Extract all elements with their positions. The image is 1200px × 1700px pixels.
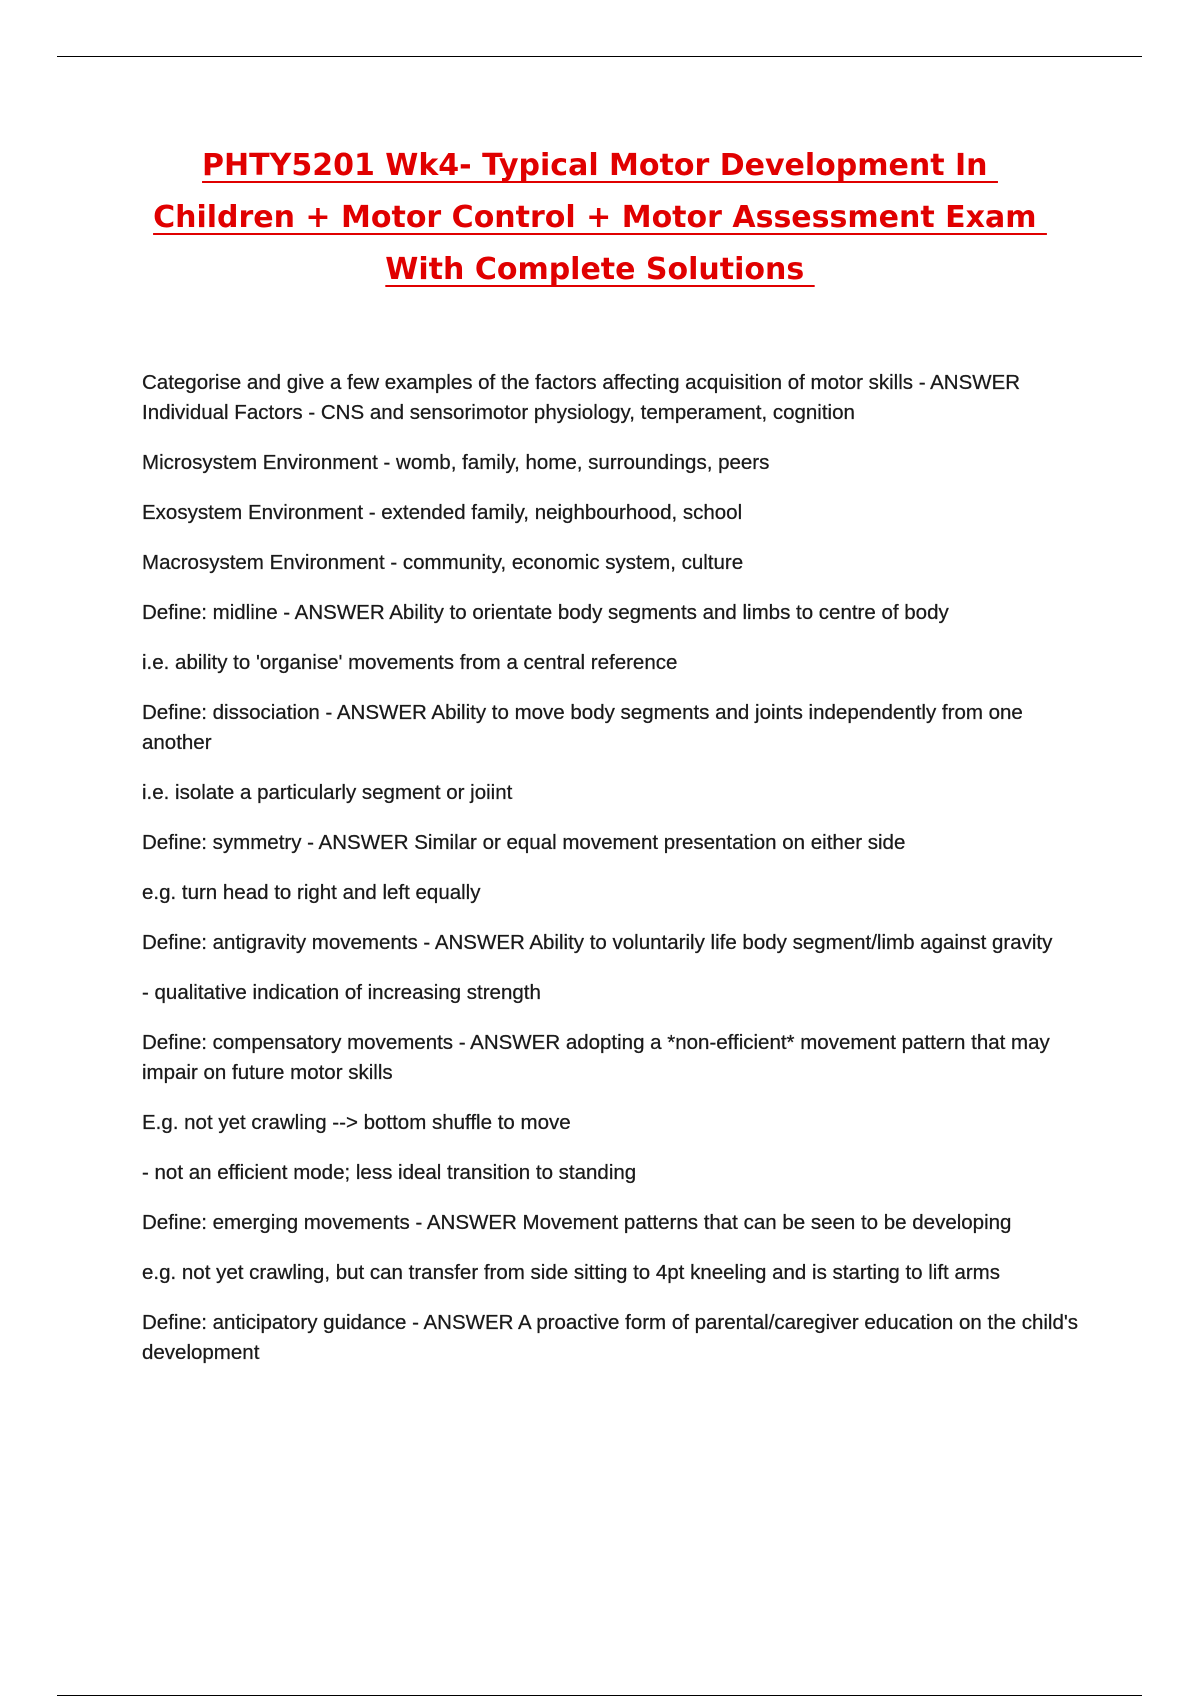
paragraph: Define: midline - ANSWER Ability to orientate body segments and limbs to centre of body [142, 601, 949, 624]
paragraph: e.g. not yet crawling, but can transfer from side sitting to 4pt kneeling and is starting to lift arms [142, 1261, 1000, 1284]
title-line-1-text: PHTY5201 Wk4- Typical Motor Development In [202, 148, 998, 183]
paragraph: Exosystem Environment - extended family, neighbourhood, school [142, 501, 743, 524]
paragraph: i.e. ability to 'organise' movements from a central reference [142, 651, 678, 674]
paragraph: Macrosystem Environment - community, economic system, culture [142, 551, 744, 574]
top-rule [57, 56, 1142, 57]
title-line-3 [100, 244, 1100, 296]
paragraph: Define: emerging movements - ANSWER Movement patterns that can be seen to be developing [142, 1211, 1012, 1234]
paragraph: Microsystem Environment - womb, family, home, surroundings, peers [142, 451, 770, 474]
bottom-rule [57, 1695, 1142, 1696]
paragraph: Define: dissociation - ANSWER Ability to move body segments and joints independently from one another [142, 701, 1023, 754]
paragraph: - qualitative indication of increasing strength [142, 981, 541, 1004]
title-line-3-text: With Complete Solutions [385, 252, 815, 287]
paragraph: Define: anticipatory guidance - ANSWER A proactive form of parental/caregiver education on the child's development [142, 1311, 1079, 1364]
document-body [142, 368, 1097, 1388]
paragraph: Categorise and give a few examples of the factors affecting acquisition of motor skills - ANSWER Individual Factors - CNS and sensorimotor physiology, temperament, cognition [142, 371, 1021, 424]
document-title [100, 140, 1100, 296]
paragraph: Define: symmetry - ANSWER Similar or equal movement presentation on either side [142, 831, 906, 854]
paragraph: Define: compensatory movements - ANSWER adopting a *non-efficient* movement pattern that may impair on future motor skills [142, 1031, 1050, 1084]
title-line-2-text: Children + Motor Control + Motor Assessment Exam [153, 200, 1047, 235]
paragraph: Define: antigravity movements - ANSWER Ability to voluntarily life body segment/limb against gravity [142, 931, 1053, 954]
paragraph: i.e. isolate a particularly segment or joiint [142, 781, 513, 804]
paragraph: - not an efficient mode; less ideal transition to standing [142, 1161, 637, 1184]
paragraph: e.g. turn head to right and left equally [142, 881, 481, 904]
title-line-1 [100, 140, 1100, 192]
paragraph: E.g. not yet crawling --> bottom shuffle to move [142, 1111, 571, 1134]
title-line-2 [100, 192, 1100, 244]
